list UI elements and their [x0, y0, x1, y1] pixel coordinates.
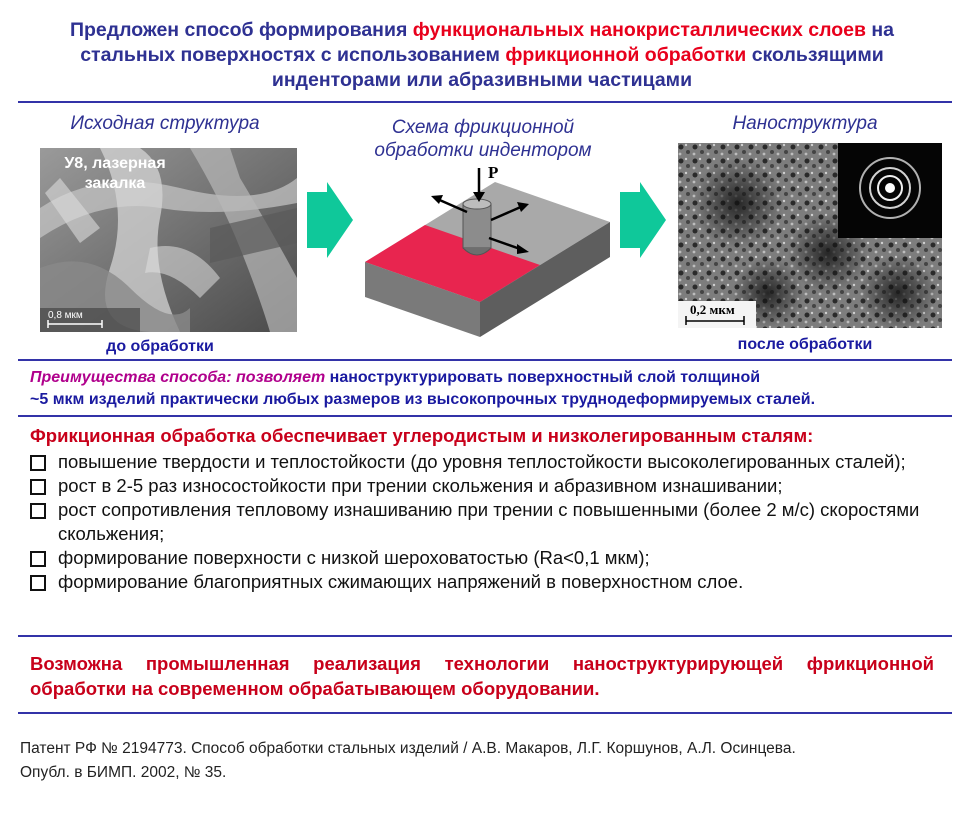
- divider-advantages-top: [18, 359, 952, 361]
- benefits-list: [30, 450, 930, 594]
- list-item: рост сопротивления тепловому изнашиванию при трении с повышенными (более 2 м/с) скоростями скольжения;: [30, 498, 930, 546]
- scale-bar-right: 0,2 мкм: [690, 302, 735, 317]
- checkbox-square-icon: [30, 455, 46, 471]
- checkbox-square-icon: [30, 575, 46, 591]
- friction-scheme-diagram: [355, 162, 620, 347]
- patent-reference: Патент РФ № 2194773. Способ обработки стальных изделий / А.В. Макаров, Л.Г. Коршунов, А.Л. Осинцева. Опубл. в БИМП. 2002, № 35.: [20, 740, 796, 781]
- force-label: P: [488, 163, 499, 182]
- checkbox-square-icon: [30, 479, 46, 495]
- scale-bar-left: 0,8 мкм: [48, 310, 83, 321]
- checkbox-square-icon: [30, 551, 46, 567]
- caption-nanostructure: Наноструктура: [732, 113, 878, 134]
- label-before: до обработки: [106, 338, 214, 355]
- micrograph-nano: [678, 143, 942, 328]
- divider-advantages-bottom: [18, 415, 952, 417]
- advantages-block: Преимущества способа: позволяет наноструктурировать поверхностный слой толщиной ~5 мкм изделий практически любых размеров из высокопрочных труднодеформируемых сталей.: [30, 369, 816, 408]
- caption-original-structure: Исходная структура: [70, 113, 260, 134]
- slide-title: Предложен способ формирования функциональных нанокристаллических слоев на стальных поверхностях с использованием фрикционной обработки скользящими инденторами или абразивными частицами: [69, 19, 895, 91]
- benefits-heading: Фрикционная обработка обеспечивает углеродистым и низколегированным сталям:: [30, 425, 814, 446]
- divider-conclusion-top: [18, 635, 952, 637]
- checkbox-square-icon: [30, 503, 46, 519]
- arrow-right-icon: [305, 180, 355, 260]
- divider-conclusion-bottom: [18, 712, 952, 714]
- micrograph-label: У8, лазерная закалка: [64, 155, 166, 192]
- caption-scheme: Схема фрикционной обработки индентором: [374, 117, 592, 161]
- label-after: после обработки: [737, 336, 873, 353]
- list-item: формирование поверхности с низкой шероховатостью (Ra<0,1 мкм);: [30, 546, 930, 570]
- arrow-right-icon: [618, 180, 668, 260]
- divider-top: [18, 101, 952, 103]
- list-item: рост в 2-5 раз износостойкости при трении скольжения и абразивном изнашивании;: [30, 474, 930, 498]
- micrograph-nano-image: [678, 143, 942, 328]
- list-item: формирование благоприятных сжимающих напряжений в поверхностном слое.: [30, 570, 930, 594]
- conclusion-text: Возможна промышленная реализация технологии наноструктурирующей фрикционной обработки на современном обрабатывающем оборудовании.: [30, 653, 934, 699]
- list-item: повышение твердости и теплостойкости (до уровня теплостойкости высоколегированных сталей);: [30, 450, 930, 474]
